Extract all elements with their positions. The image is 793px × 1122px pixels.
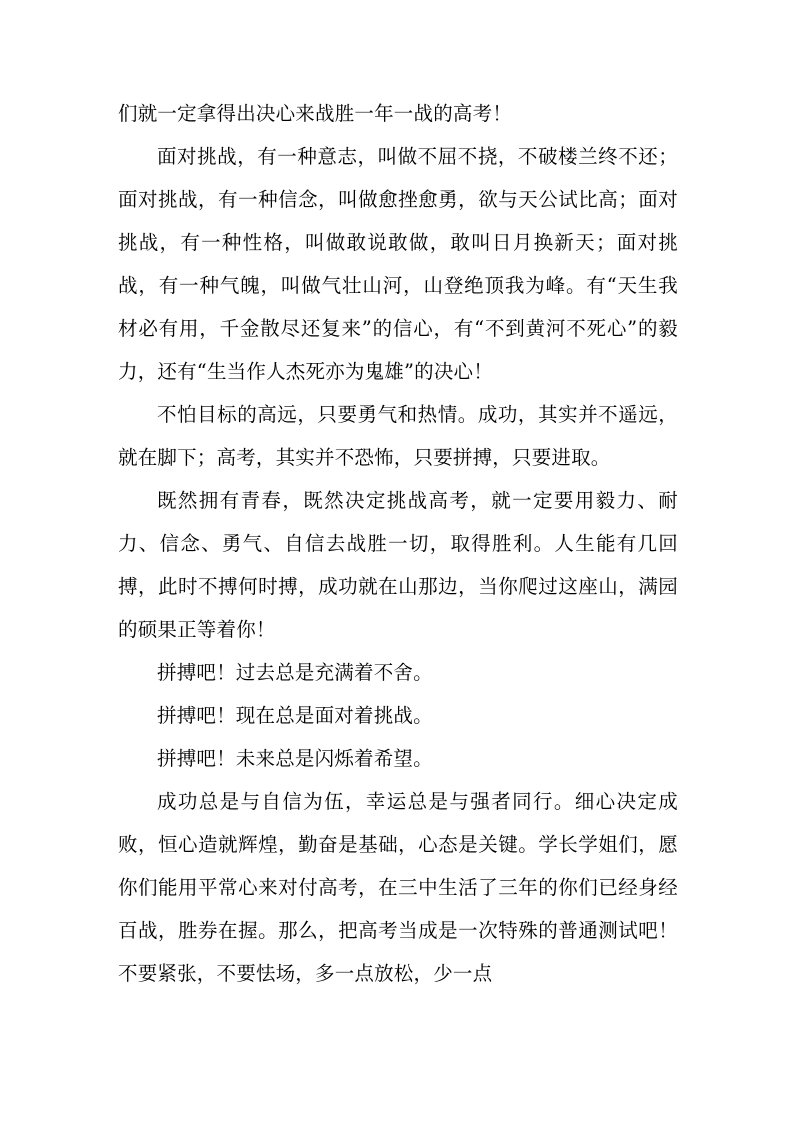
paragraph: 不怕目标的高远，只要勇气和热情。成功，其实并不遥远，就在脚下；高考，其实并不恐怖，只要拼搏，只要进取。 (118, 403, 678, 469)
paragraph: 拼搏吧！未来总是闪烁着希望。 (157, 747, 433, 770)
document-body (118, 92, 678, 995)
paragraph: 面对挑战，有一种意志，叫做不屈不挠，不破楼兰终不还；面对挑战，有一种信念，叫做愈挫愈勇，欲与天公试比高；面对挑战，有一种性格，叫做敢说敢做，敢叫日月换新天；面对挑战，有一种气魄，叫做气壮山河，山登绝顶我为峰。有“天生我材必有用，千金散尽还复来”的信心，有“不到黄河不死心”的毅力，还有“生当作人杰死亦为鬼雄”的决心！ (118, 145, 678, 383)
paragraph: 拼搏吧！过去总是充满着不舍。 (157, 661, 433, 684)
paragraph-continuation: 们就一定拿得出决心来战胜一年一战的高考！ (118, 102, 513, 125)
paragraph: 成功总是与自信为伍，幸运总是与强者同行。细心决定成败，恒心造就辉煌，勤奋是基础，心态是关键。学长学姐们，愿你们能用平常心来对付高考，在三中生活了三年的你们已经身经百战，胜券在握。那么，把高考当成是一次特殊的普通测试吧！不要紧张，不要怯场，多一点放松，少一点 (118, 790, 678, 985)
paragraph: 既然拥有青春，既然决定挑战高考，就一定要用毅力、耐力、信念、勇气、自信去战胜一切，取得胜利。人生能有几回搏，此时不搏何时搏，成功就在山那边，当你爬过这座山，满园的硕果正等着你！ (118, 489, 678, 641)
paragraph: 拼搏吧！现在总是面对着挑战。 (157, 704, 433, 727)
